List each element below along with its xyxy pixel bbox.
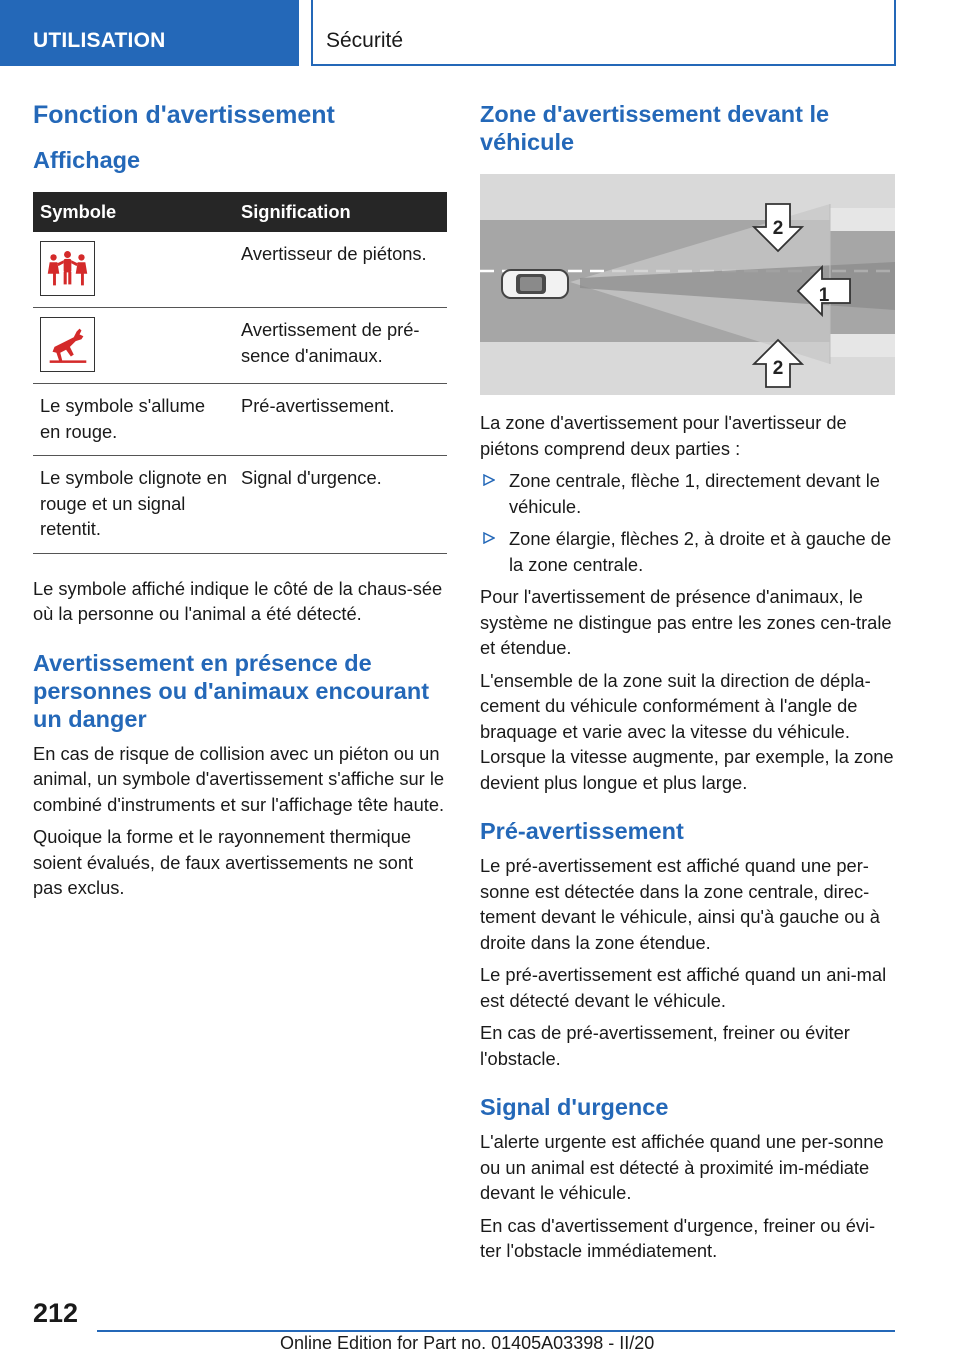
- pedestrian-warning-icon: [40, 241, 95, 296]
- table-header-row: [33, 192, 447, 232]
- list-item: [480, 526, 895, 577]
- zone-bullet-list: [480, 468, 895, 577]
- table-row: [33, 308, 447, 384]
- footer-edition: Online Edition for Part no. 01405A03398 - II/20: [280, 1333, 655, 1353]
- right-column: [480, 100, 895, 1271]
- table-header-meaning: Signification: [234, 192, 447, 232]
- paragraph-pre-warning-animal: Le pré-avertissement est affiché quand un ani-mal est détecté devant le véhicule.: [480, 964, 887, 1011]
- chapter-title: Sécurité: [326, 29, 404, 52]
- section-heading-warning-zone: Zone d'avertissement devant le véhicule: [480, 101, 830, 155]
- table-cell-meaning: Avertisseur de piétons.: [234, 232, 447, 308]
- symbol-table: [33, 192, 447, 554]
- section-title: UTILISATION: [33, 29, 166, 52]
- paragraph-side-indication: Le symbole affiché indique le côté de la chaus-sée où la personne ou l'animal a été détecté.: [33, 577, 443, 624]
- chapter-tab: [311, 0, 896, 66]
- warning-zone-diagram: [480, 174, 895, 395]
- paragraph-zone-intro: La zone d'avertissement pour l'avertisseur de piétons comprend deux parties :: [480, 412, 847, 459]
- paragraph-pre-warning-person: Le pré-avertissement est affiché quand une per-sonne est détectée dans la zone centrale, direc-tement devant le véhicule, ainsi qu'à gauche ou à droite dans la zone étendue.: [480, 855, 880, 953]
- table-row: [33, 384, 447, 456]
- page-title: Fonction d'avertissement: [33, 101, 335, 129]
- table-cell-symbol: Le symbole clignote en rouge et un signal retentit.: [33, 456, 234, 554]
- bullet-triangle-icon: [483, 474, 495, 486]
- table-row: [33, 456, 447, 554]
- table-header-symbol: Symbole: [33, 192, 234, 232]
- paragraph-urgent-action: En cas d'avertissement d'urgence, freiner ou évi-ter l'obstacle immédiatement.: [480, 1214, 876, 1261]
- list-item: [480, 468, 895, 519]
- bullet-text: Zone centrale, flèche 1, directement devant le véhicule.: [509, 470, 880, 517]
- table-cell-symbol: Le symbole s'allume en rouge.: [33, 384, 234, 456]
- section-heading-pre-warning: Pré-avertissement: [480, 818, 684, 844]
- bullet-triangle-icon: [483, 532, 495, 544]
- footer-divider: [97, 1330, 895, 1332]
- paragraph-collision-risk: En cas de risque de collision avec un piéton ou un animal, un symbole d'avertissement s'affiche sur le combiné d'instruments et sur l'affichage tête haute.: [33, 742, 445, 815]
- left-column: [33, 100, 447, 908]
- animal-warning-icon: [40, 317, 95, 372]
- paragraph-urgent-alert: L'alerte urgente est affichée quand une per-sonne ou un animal est détecté à proximité im-médiate devant le véhicule.: [480, 1131, 884, 1203]
- paragraph-animal-zones: Pour l'avertissement de présence d'animaux, le système ne distingue pas entre les zones cen-trale et étendue.: [480, 586, 892, 658]
- bullet-text: Zone élargie, flèches 2, à droite et à gauche de la zone centrale.: [509, 528, 892, 575]
- section-heading-urgent-signal: Signal d'urgence: [480, 1094, 669, 1120]
- table-cell-symbol: [33, 232, 234, 308]
- table-cell-meaning: Signal d'urgence.: [234, 456, 447, 554]
- paragraph-pre-warning-action: En cas de pré-avertissement, freiner ou éviter l'obstacle.: [480, 1022, 850, 1069]
- section-heading-display: Affichage: [33, 147, 141, 173]
- section-heading-danger: Avertissement en présence de personnes ou d'animaux encourant un danger: [33, 649, 430, 732]
- section-tab: [0, 0, 299, 66]
- arrow-2-top-label: 2: [772, 218, 784, 239]
- paragraph-false-warnings: Quoique la forme et le rayonnement thermique soient évalués, de faux avertissements ne sont pas exclus.: [33, 826, 414, 898]
- page-number: 212: [33, 1298, 79, 1328]
- arrow-2-bottom-label: 2: [772, 358, 784, 379]
- table-row: [33, 232, 447, 308]
- paragraph-zone-direction: L'ensemble de la zone suit la direction de dépla-cement du véhicule conformément à l'angle de braquage et varie avec la vitesse du véhicule. Lorsque la vitesse augmente, par exemple, la zone devient plus longue et plus large.: [480, 669, 894, 793]
- table-cell-meaning: Pré-avertissement.: [234, 384, 447, 456]
- table-cell-symbol: [33, 308, 234, 384]
- arrow-1-label: 1: [818, 285, 830, 306]
- car-icon: [502, 270, 568, 298]
- table-cell-meaning: Avertissement de pré-sence d'animaux.: [234, 308, 447, 384]
